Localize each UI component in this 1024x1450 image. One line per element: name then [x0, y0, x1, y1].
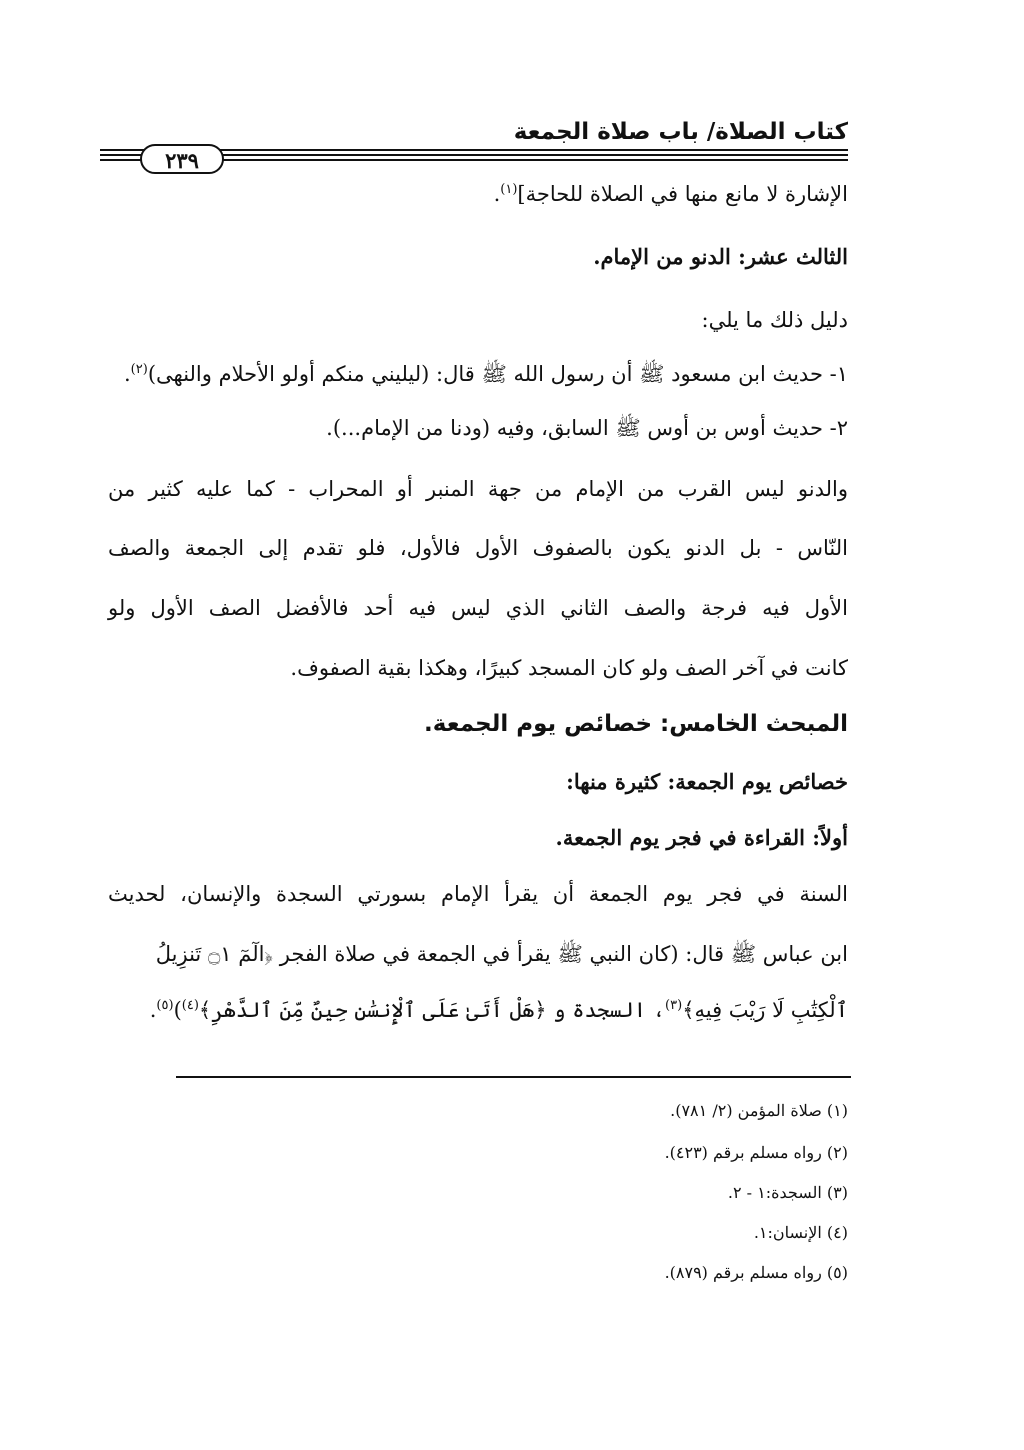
hadith-1: ١- حديث ابن مسعود ﷺ أن رسول الله ﷺ قال: (ليليني منكم أولو الأحلام والنهى)$^{(٢)}$. [123, 362, 848, 386]
running-header [100, 118, 848, 173]
paragraph2-line-3: ٱلْكِتَٰبِ لَا رَيْبَ فِيهِ﴾$^{(٣)}$، السجدة و ﴿هَلْ أَتَىٰ عَلَى ٱلْإِنسَٰنِ حِينٌ مِّنَ ٱلدَّهْرِ﴾$^{(٤)}$)$^{(٥)}$. [149, 998, 848, 1022]
footnote-1: (١) صلاة المؤمن (٢/ ٧٨١). [670, 1101, 848, 1120]
subheading-characteristics: خصائص يوم الجمعة: كثيرة منها: [566, 769, 848, 794]
subheading-first: أولاً: القراءة في فجر يوم الجمعة. [555, 825, 848, 850]
body-line-1: الإشارة لا مانع منها في الصلاة للحاجة]$^{(١)}$. [493, 182, 848, 206]
footnote-ref-4: (٤) [181, 998, 199, 1013]
footnote-ref-2: (٢) [130, 362, 148, 377]
paragraph-line-1: والدنو ليس القرب من الإمام من جهة المنبر أو المحراب - كما عليه كثير من [108, 477, 848, 501]
section-thirteenth-heading: الثالث عشر: الدنو من الإمام. [593, 244, 848, 269]
body-line-3: دليل ذلك ما يلي: [701, 308, 848, 332]
footnote-2: (٢) رواه مسلم برقم (٤٢٣). [664, 1143, 848, 1162]
footnote-ref-3: (٣) [665, 998, 683, 1013]
paragraph2-line-2: ابن عباس ﷺ قال: (كان النبي ﷺ يقرأ في الجمعة في صلاة الفجر ﴿الٓمٓ ۝١ تَنزِيلُ [155, 942, 848, 966]
paragraph-line-2: النّاس - بل الدنو يكون بالصفوف الأول فالأول، فلو تقدم إلى الجمعة والصف [108, 536, 848, 560]
paragraph-line-3: الأول فيه فرجة والصف الثاني الذي ليس فيه أحد فالأفضل الصف الأول ولو [108, 596, 848, 620]
footnote-ref-5: (٥) [156, 998, 174, 1013]
paragraph2-line-1: السنة في فجر يوم الجمعة أن يقرأ الإمام بسورتي السجدة والإنسان، لحديث [108, 882, 848, 906]
running-title: كتاب الصلاة/ باب صلاة الجمعة [513, 119, 848, 145]
page-number: ٢٣٩ [140, 144, 224, 174]
hadith-2: ٢- حديث أوس بن أوس ﷺ السابق، وفيه (ودنا من الإمام...). [326, 416, 848, 440]
chapter-heading: المبحث الخامس: خصائص يوم الجمعة. [424, 711, 848, 737]
footnote-separator [176, 1076, 851, 1078]
footnote-ref-1: (١) [500, 182, 518, 197]
footnote-3: (٣) السجدة:١ - ٢. [727, 1183, 848, 1202]
paragraph-line-4: كانت في آخر الصف ولو كان المسجد كبيرًا، وهكذا بقية الصفوف. [290, 656, 848, 680]
footnote-4: (٤) الإنسان:١. [753, 1223, 848, 1242]
footnote-5: (٥) رواه مسلم برقم (٨٧٩). [664, 1263, 848, 1282]
